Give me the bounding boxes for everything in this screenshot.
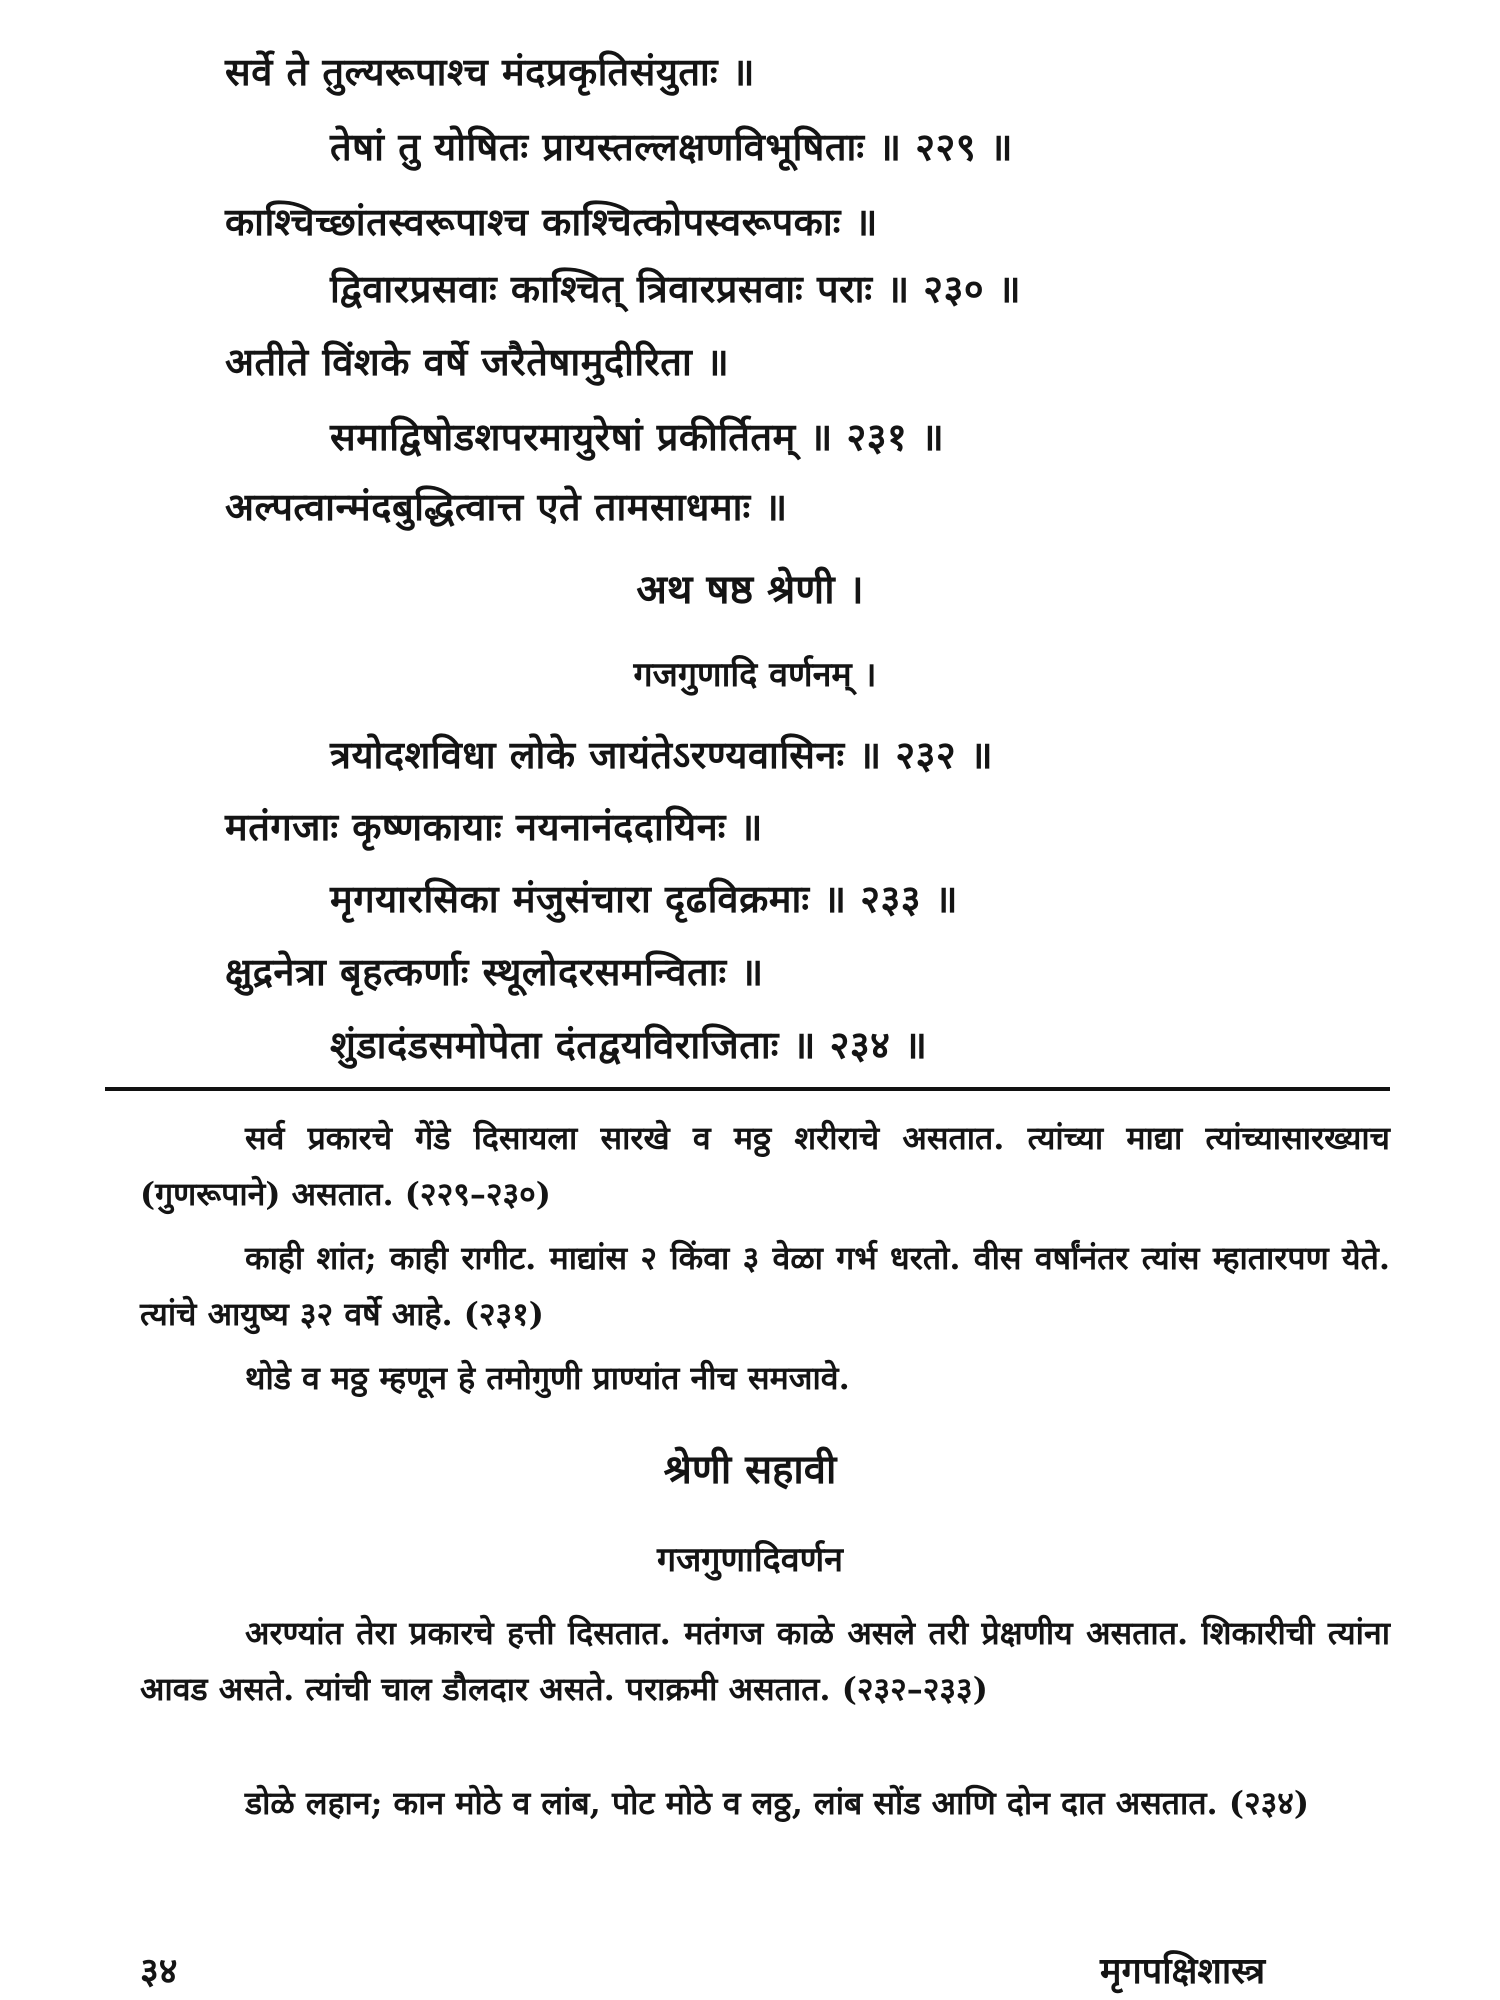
- verse-line-1: सर्वे ते तुल्यरूपाश्च मंदप्रकृतिसंयुताः ॥: [225, 49, 756, 94]
- verse-line-3: काश्चिच्छांतस्वरूपाश्च काश्चित्कोपस्वरूपकाः ॥: [225, 199, 878, 244]
- book-title: मृगपक्षिशास्त्र: [1100, 1950, 1266, 1992]
- translation-paragraph-4: अरण्यांत तेरा प्रकारचे हत्ती दिसतात. मतंगज काळे असले तरी प्रेक्षणीय असतात. शिकारीची त्यांना आवड असते. त्यांची चाल डौलदार असते. पराक्रमी असतात. (२३२–२३३): [140, 1614, 1390, 1708]
- verse-line-5: अतीते विंशके वर्षे जरैतेषामुदीरिता ॥: [225, 339, 730, 384]
- translation-paragraph-2: काही शांत; काही रागीट. माद्यांस २ किंवा ३ वेळा गर्भ धरतो. वीस वर्षांनंतर त्यांस म्हातारपण येते. त्यांचे आयुष्य ३२ वर्षे आहे. (२३१): [140, 1239, 1390, 1333]
- verse-line-7: अल्पत्वान्मंदबुद्धित्वात्त एते तामसाधमाः ॥: [225, 484, 788, 529]
- verse-line-6: समाद्विषोडशपरमायुरेषां प्रकीर्तितम् ॥ २३१ ॥: [330, 414, 945, 459]
- verse-line-8: त्रयोदशविधा लोके जायंतेऽरण्यवासिनः ॥ २३२ ॥: [330, 732, 994, 777]
- marathi-section-heading: श्रेणी सहावी: [663, 1446, 837, 1493]
- verse-line-9: मतंगजाः कृष्णकायाः नयनानंददायिनः ॥: [225, 804, 763, 849]
- verse-line-4: द्विवारप्रसवाः काश्चित् त्रिवारप्रसवाः पराः ॥ २३० ॥: [330, 266, 1022, 311]
- verse-line-10: मृगयारसिका मंजुसंचारा दृढविक्रमाः ॥ २३३ ॥: [330, 876, 958, 921]
- horizontal-divider: [105, 1087, 1390, 1091]
- marathi-sub-heading: गजगुणादिवर्णन: [656, 1540, 844, 1580]
- translation-paragraph-1: सर्व प्रकारचे गेंडे दिसायला सारखे व मठ्ठ शरीराचे असतात. त्यांच्या माद्या त्यांच्यासारख्याच (गुणरूपाने) असतात. (२२९–२३०): [140, 1119, 1390, 1213]
- translation-paragraph-5: डोळे लहान; कान मोठे व लांब, पोट मोठे व लठ्ठ, लांब सोंड आणि दोन दात असतात. (२३४): [245, 1784, 1310, 1822]
- verse-line-11: क्षुद्रनेत्रा बृहत्कर्णाः स्थूलोदरसमन्विताः ॥: [225, 949, 764, 994]
- translation-paragraph-3: थोडे व मठ्ठ म्हणून हे तमोगुणी प्राण्यांत नीच समजावे.: [245, 1359, 850, 1397]
- verse-line-12: शुंडादंडसमोपेता दंतद्वयविराजिताः ॥ २३४ ॥: [330, 1022, 928, 1067]
- sub-heading: गजगुणादि वर्णनम् ।: [633, 655, 877, 695]
- section-heading: अथ षष्ठ श्रेणी ।: [636, 566, 864, 613]
- page-number: ३४: [140, 1950, 178, 1992]
- verse-line-2: तेषां तु योषितः प्रायस्तल्लक्षणविभूषिताः ॥ २२९ ॥: [330, 124, 1014, 169]
